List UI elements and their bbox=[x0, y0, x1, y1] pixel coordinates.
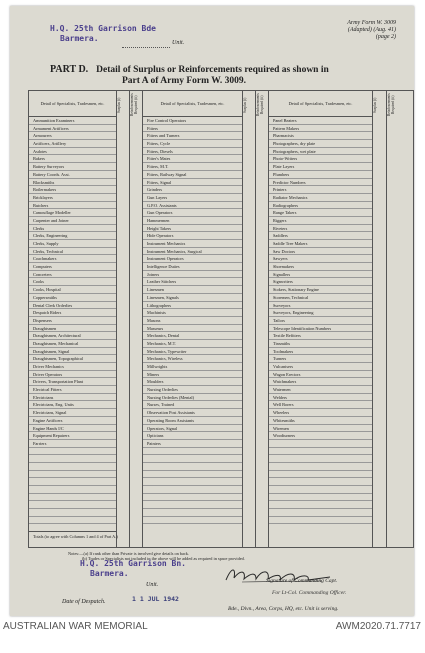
table-row-blank bbox=[269, 455, 372, 463]
table-row: Despatch Riders bbox=[29, 309, 116, 317]
table-row: Draughtsmen, Topographical bbox=[29, 355, 116, 363]
table-row-blank bbox=[269, 478, 372, 486]
form-ref-3: (page 2) bbox=[375, 34, 396, 40]
table-row-blank bbox=[29, 494, 116, 502]
totals-divider bbox=[29, 531, 116, 532]
table-row: Drivers, Transportation Plant bbox=[29, 378, 116, 386]
table-row: Artificers, Artillery bbox=[29, 140, 116, 148]
table-row: Hide Operators bbox=[143, 232, 242, 240]
table-row-blank bbox=[269, 486, 372, 494]
table-row: Boilermakers bbox=[29, 186, 116, 194]
stamp-bottom-line-1: H.Q. 25th Garrison Bn. bbox=[80, 559, 186, 568]
table-row: Armourers bbox=[29, 132, 116, 140]
form-ref-1: Army Form W. 3009 bbox=[347, 20, 396, 26]
col-reinf-3 bbox=[387, 91, 413, 547]
table-row: Machinists bbox=[143, 309, 242, 317]
note-a: Notes:—(a) If rank other than Private is involved give details on back. bbox=[68, 551, 189, 556]
unit-underline bbox=[122, 47, 170, 48]
table-row: Stokers, Stationary Engine bbox=[269, 286, 372, 294]
table-row: Well Borers bbox=[269, 401, 372, 409]
table-row: Joiners bbox=[143, 271, 242, 279]
table-row: Textile Refitters bbox=[269, 332, 372, 340]
table-row: Instrument Mechanics, Surgical bbox=[143, 248, 242, 256]
table-row: Hammermen bbox=[143, 217, 242, 225]
note-b: (b) Trades or Specialists not included in the above will be added as required in space provided. bbox=[82, 556, 245, 561]
table-row: Farriers bbox=[29, 440, 116, 448]
table-row: Electricians, Signal bbox=[29, 409, 116, 417]
table-row: Wiremen bbox=[269, 425, 372, 433]
table-row: Fitters, Cycle bbox=[143, 140, 242, 148]
table-row: Radiographers bbox=[269, 202, 372, 210]
col-header-reinf-1: Reinforcements Required (ii) bbox=[130, 93, 138, 116]
part-label: PART D. bbox=[50, 64, 89, 75]
table-row-blank bbox=[29, 448, 116, 456]
table-row: Panel Beaters bbox=[269, 117, 372, 125]
table-row: Sawyers bbox=[269, 255, 372, 263]
totals-label: Totals (to agree with Columns 1 and 4 of Part A.) bbox=[33, 534, 118, 539]
table-row: Intelligence Duties bbox=[143, 263, 242, 271]
table-row: Mechanics, Dental bbox=[143, 332, 242, 340]
table-row: Height Takers bbox=[143, 225, 242, 233]
table-row: Ammunition Examiners bbox=[29, 117, 116, 125]
table-row: Surveyors bbox=[269, 302, 372, 310]
table-row: Watermen bbox=[269, 386, 372, 394]
col-header-reinf-3: Reinforcements Required (ii) bbox=[387, 93, 395, 116]
table-row-blank bbox=[143, 448, 242, 456]
rows-group-2 bbox=[143, 117, 242, 524]
table-row: Coppersmiths bbox=[29, 294, 116, 302]
table-row: Predictor Numbers bbox=[269, 179, 372, 187]
form-reference bbox=[347, 20, 396, 41]
table-row: Fire Control Operators bbox=[143, 117, 242, 125]
table-row: Fitters, Diesels bbox=[143, 148, 242, 156]
table-row: Camouflage Modeller bbox=[29, 209, 116, 217]
table-row: Mechanics, Typewriter bbox=[143, 348, 242, 356]
table-row: Grinders bbox=[143, 186, 242, 194]
stamp-bottom-line-2: Barmera. bbox=[90, 569, 129, 578]
table-row: Printers bbox=[269, 186, 372, 194]
signature-label: Signature of Commanding Capt. bbox=[266, 578, 338, 584]
table-row-blank bbox=[143, 478, 242, 486]
table-row-blank bbox=[269, 494, 372, 502]
col-specialists-1 bbox=[29, 91, 117, 547]
table-row: Painters bbox=[143, 440, 242, 448]
table-row: Battery Surveyors bbox=[29, 163, 116, 171]
table-row: Clerks, Technical bbox=[29, 248, 116, 256]
table-row: Tailors bbox=[269, 317, 372, 325]
table-row: Fitters and Turners bbox=[143, 132, 242, 140]
col-header-specialists-3: Detail of Specialists, Tradesmen, etc. bbox=[269, 91, 372, 117]
archive-footer bbox=[0, 620, 425, 653]
col-surplus-3 bbox=[373, 91, 387, 547]
table-row-blank bbox=[143, 517, 242, 525]
unit-label-bottom: Unit. bbox=[146, 582, 159, 588]
table-row-blank bbox=[29, 478, 116, 486]
col-specialists-3 bbox=[269, 91, 373, 547]
table-row: Telescope Identification Numbers bbox=[269, 325, 372, 333]
table-row: Shoemakers bbox=[269, 263, 372, 271]
col-header-specialists-1: Detail of Specialists, Tradesmen, etc. bbox=[29, 91, 116, 117]
table-row-blank bbox=[269, 463, 372, 471]
table-row: Moulders bbox=[143, 378, 242, 386]
table-row: Operators, Signal bbox=[143, 425, 242, 433]
archive-id: AWM2020.71.7717 bbox=[335, 621, 421, 632]
table-row: Fitter's Mates bbox=[143, 155, 242, 163]
table-row: Electricians, Eng. Units bbox=[29, 401, 116, 409]
despatch-label: Date of Despatch. bbox=[62, 599, 106, 605]
table-row: Watchmakers bbox=[269, 378, 372, 386]
unit-stamp-top bbox=[50, 24, 156, 44]
table-row: Draughtsmen, Signal bbox=[29, 348, 116, 356]
col-reinf-1 bbox=[130, 91, 143, 547]
table-row: Leather Stitchers bbox=[143, 278, 242, 286]
table-row: Engine Hands I/C bbox=[29, 425, 116, 433]
table-row: Coachmakers bbox=[29, 255, 116, 263]
table-row: Gun Layers bbox=[143, 194, 242, 202]
col-header-specialists-2: Detail of Specialists, Tradesmen, etc. bbox=[143, 91, 242, 117]
form-page bbox=[10, 6, 414, 616]
table-row: Whitesmiths bbox=[269, 417, 372, 425]
col-surplus-1 bbox=[117, 91, 130, 547]
table-row-blank bbox=[143, 494, 242, 502]
table-row: Observation Post Assistants bbox=[143, 409, 242, 417]
form-title bbox=[50, 64, 380, 87]
specialists-table bbox=[28, 90, 414, 548]
table-row-blank bbox=[269, 448, 372, 456]
table-row: Riveters bbox=[269, 225, 372, 233]
table-row: Plumbers bbox=[269, 171, 372, 179]
table-row: Computers bbox=[29, 263, 116, 271]
table-row: Driver Mechanics bbox=[29, 363, 116, 371]
stamp-line-2: Barmera. bbox=[60, 34, 99, 43]
table-row: Tinsmiths bbox=[269, 340, 372, 348]
table-row-blank bbox=[143, 486, 242, 494]
table-row: Nursing Orderlies (Mental) bbox=[143, 394, 242, 402]
table-row-blank bbox=[143, 509, 242, 517]
rows-group-3 bbox=[269, 117, 372, 524]
table-row: Concreters bbox=[29, 271, 116, 279]
table-row: Linesmen bbox=[143, 286, 242, 294]
table-row: Storemen, Technical bbox=[269, 294, 372, 302]
table-row: Fitters, Signal bbox=[143, 179, 242, 187]
table-row: Electricians bbox=[29, 394, 116, 402]
table-row: Instrument Mechanics bbox=[143, 240, 242, 248]
table-row: Woodturners bbox=[269, 432, 372, 440]
table-row-blank bbox=[29, 486, 116, 494]
table-row: Bakers bbox=[29, 155, 116, 163]
table-row bbox=[269, 440, 372, 448]
table-row: Lithographers bbox=[143, 302, 242, 310]
table-row: Operating Room Assistants bbox=[143, 417, 242, 425]
table-row: Photographers, wet plate bbox=[269, 148, 372, 156]
table-row: Fitters, Railway Signal bbox=[143, 171, 242, 179]
table-row-blank bbox=[29, 509, 116, 517]
form-ref-2: (Adapted) (Aug. 41) bbox=[347, 27, 396, 33]
table-row: Blacksmiths bbox=[29, 179, 116, 187]
table-row: Toolmakers bbox=[269, 348, 372, 356]
col-surplus-2 bbox=[243, 91, 256, 547]
table-row-blank bbox=[143, 455, 242, 463]
table-row: Draughtsmen bbox=[29, 325, 116, 333]
table-row: Dental Clerk Orderlies bbox=[29, 302, 116, 310]
despatch-date-stamp: 1 1 JUL 1942 bbox=[132, 595, 179, 603]
col-specialists-2 bbox=[143, 91, 243, 547]
col-header-surplus-2: Surplus (i) bbox=[243, 97, 247, 113]
title-line-1: Detail of Surplus or Reinforcements required as shown in bbox=[96, 65, 329, 75]
table-row: Signwriters bbox=[269, 278, 372, 286]
table-row: Wagon Erectors bbox=[269, 371, 372, 379]
table-row: Plate Layers bbox=[269, 163, 372, 171]
table-row-blank bbox=[143, 471, 242, 479]
table-row-blank bbox=[29, 517, 116, 525]
rows-group-1 bbox=[29, 117, 116, 524]
table-row-blank bbox=[269, 509, 372, 517]
table-row-blank bbox=[29, 455, 116, 463]
table-row: Electrical Fitters bbox=[29, 386, 116, 394]
table-row: Saddle Tree Makers bbox=[269, 240, 372, 248]
table-row: Millwrights bbox=[143, 363, 242, 371]
table-row: Saddlers bbox=[269, 232, 372, 240]
table-row: Masons bbox=[143, 317, 242, 325]
table-row: Gun Operators bbox=[143, 209, 242, 217]
table-row-blank bbox=[269, 501, 372, 509]
table-row: Asdotes bbox=[29, 148, 116, 156]
table-row-blank bbox=[269, 471, 372, 479]
table-row: Clerks, Supply bbox=[29, 240, 116, 248]
table-row: Wheelers bbox=[269, 409, 372, 417]
table-row: Opticians bbox=[143, 432, 242, 440]
table-row: Butchers bbox=[29, 202, 116, 210]
table-row: Nurses, Trained bbox=[143, 401, 242, 409]
table-row: Armament Artificers bbox=[29, 125, 116, 133]
table-row: Masseurs bbox=[143, 325, 242, 333]
table-row: Draughtsmen, Architectural bbox=[29, 332, 116, 340]
table-row-blank bbox=[143, 501, 242, 509]
table-row: Battery Coords. Asst. bbox=[29, 171, 116, 179]
table-row: Cooks, Hospital bbox=[29, 286, 116, 294]
table-row: Range Takers bbox=[269, 209, 372, 217]
table-row: Equipment Repairers bbox=[29, 432, 116, 440]
table-row-blank bbox=[269, 517, 372, 525]
unit-label: Unit. bbox=[172, 40, 185, 46]
table-row: Mechanics, Wireless bbox=[143, 355, 242, 363]
table-row: Pattern Makers bbox=[269, 125, 372, 133]
table-row: Turners bbox=[269, 355, 372, 363]
table-row: Cooks bbox=[29, 278, 116, 286]
table-row: Clerks, Engineering bbox=[29, 232, 116, 240]
unit-stamp-bottom bbox=[80, 559, 186, 579]
table-row-blank bbox=[143, 463, 242, 471]
table-row: Engine Artificers bbox=[29, 417, 116, 425]
table-row: Draughtsmen, Mechanical bbox=[29, 340, 116, 348]
archive-name: AUSTRALIAN WAR MEMORIAL bbox=[3, 621, 148, 632]
table-row: Linesmen, Signals bbox=[143, 294, 242, 302]
table-row: Photographers, dry plate bbox=[269, 140, 372, 148]
table-row: Carpenter and Joiner bbox=[29, 217, 116, 225]
col-reinf-2 bbox=[256, 91, 269, 547]
table-row: Radiator Mechanics bbox=[269, 194, 372, 202]
col-header-surplus-3: Surplus (i) bbox=[373, 97, 377, 113]
table-row: Pharmacists bbox=[269, 132, 372, 140]
table-row: Surveyors, Engineering bbox=[269, 309, 372, 317]
stamp-line-1: H.Q. 25th Garrison Bde bbox=[50, 24, 156, 33]
title-line-2: Part A of Army Form W. 3009. bbox=[122, 76, 247, 86]
table-row: Riggers bbox=[269, 217, 372, 225]
col-header-reinf-2: Reinforcements Required (ii) bbox=[256, 93, 264, 116]
table-row-blank bbox=[29, 471, 116, 479]
table-row: Fitters, M.T. bbox=[143, 163, 242, 171]
table-row: Saw Doctors bbox=[269, 248, 372, 256]
table-row: Signallers bbox=[269, 271, 372, 279]
table-row: Vulcanisers bbox=[269, 363, 372, 371]
bde-label: Bde., Divn., Area, Corps, HQ, etc. Unit is serving. bbox=[228, 606, 339, 612]
table-row: Photo-Writers bbox=[269, 155, 372, 163]
table-row: Driver Operators bbox=[29, 371, 116, 379]
table-row: G.P.O. Assistants bbox=[143, 202, 242, 210]
table-row: Fitters bbox=[143, 125, 242, 133]
table-row: Instrument Operators bbox=[143, 255, 242, 263]
table-row: Bricklayers bbox=[29, 194, 116, 202]
table-row-blank bbox=[29, 501, 116, 509]
table-row: Miners bbox=[143, 371, 242, 379]
signature-for: For Lt-Col. Commanding Officer. bbox=[272, 590, 347, 596]
table-row: Nursing Orderlies bbox=[143, 386, 242, 394]
table-row: Dispensers bbox=[29, 317, 116, 325]
table-row: Clerks bbox=[29, 225, 116, 233]
table-row: Welders bbox=[269, 394, 372, 402]
table-row: Mechanics, M.T. bbox=[143, 340, 242, 348]
col-header-surplus-1: Surplus (i) bbox=[117, 97, 121, 113]
table-row-blank bbox=[29, 463, 116, 471]
